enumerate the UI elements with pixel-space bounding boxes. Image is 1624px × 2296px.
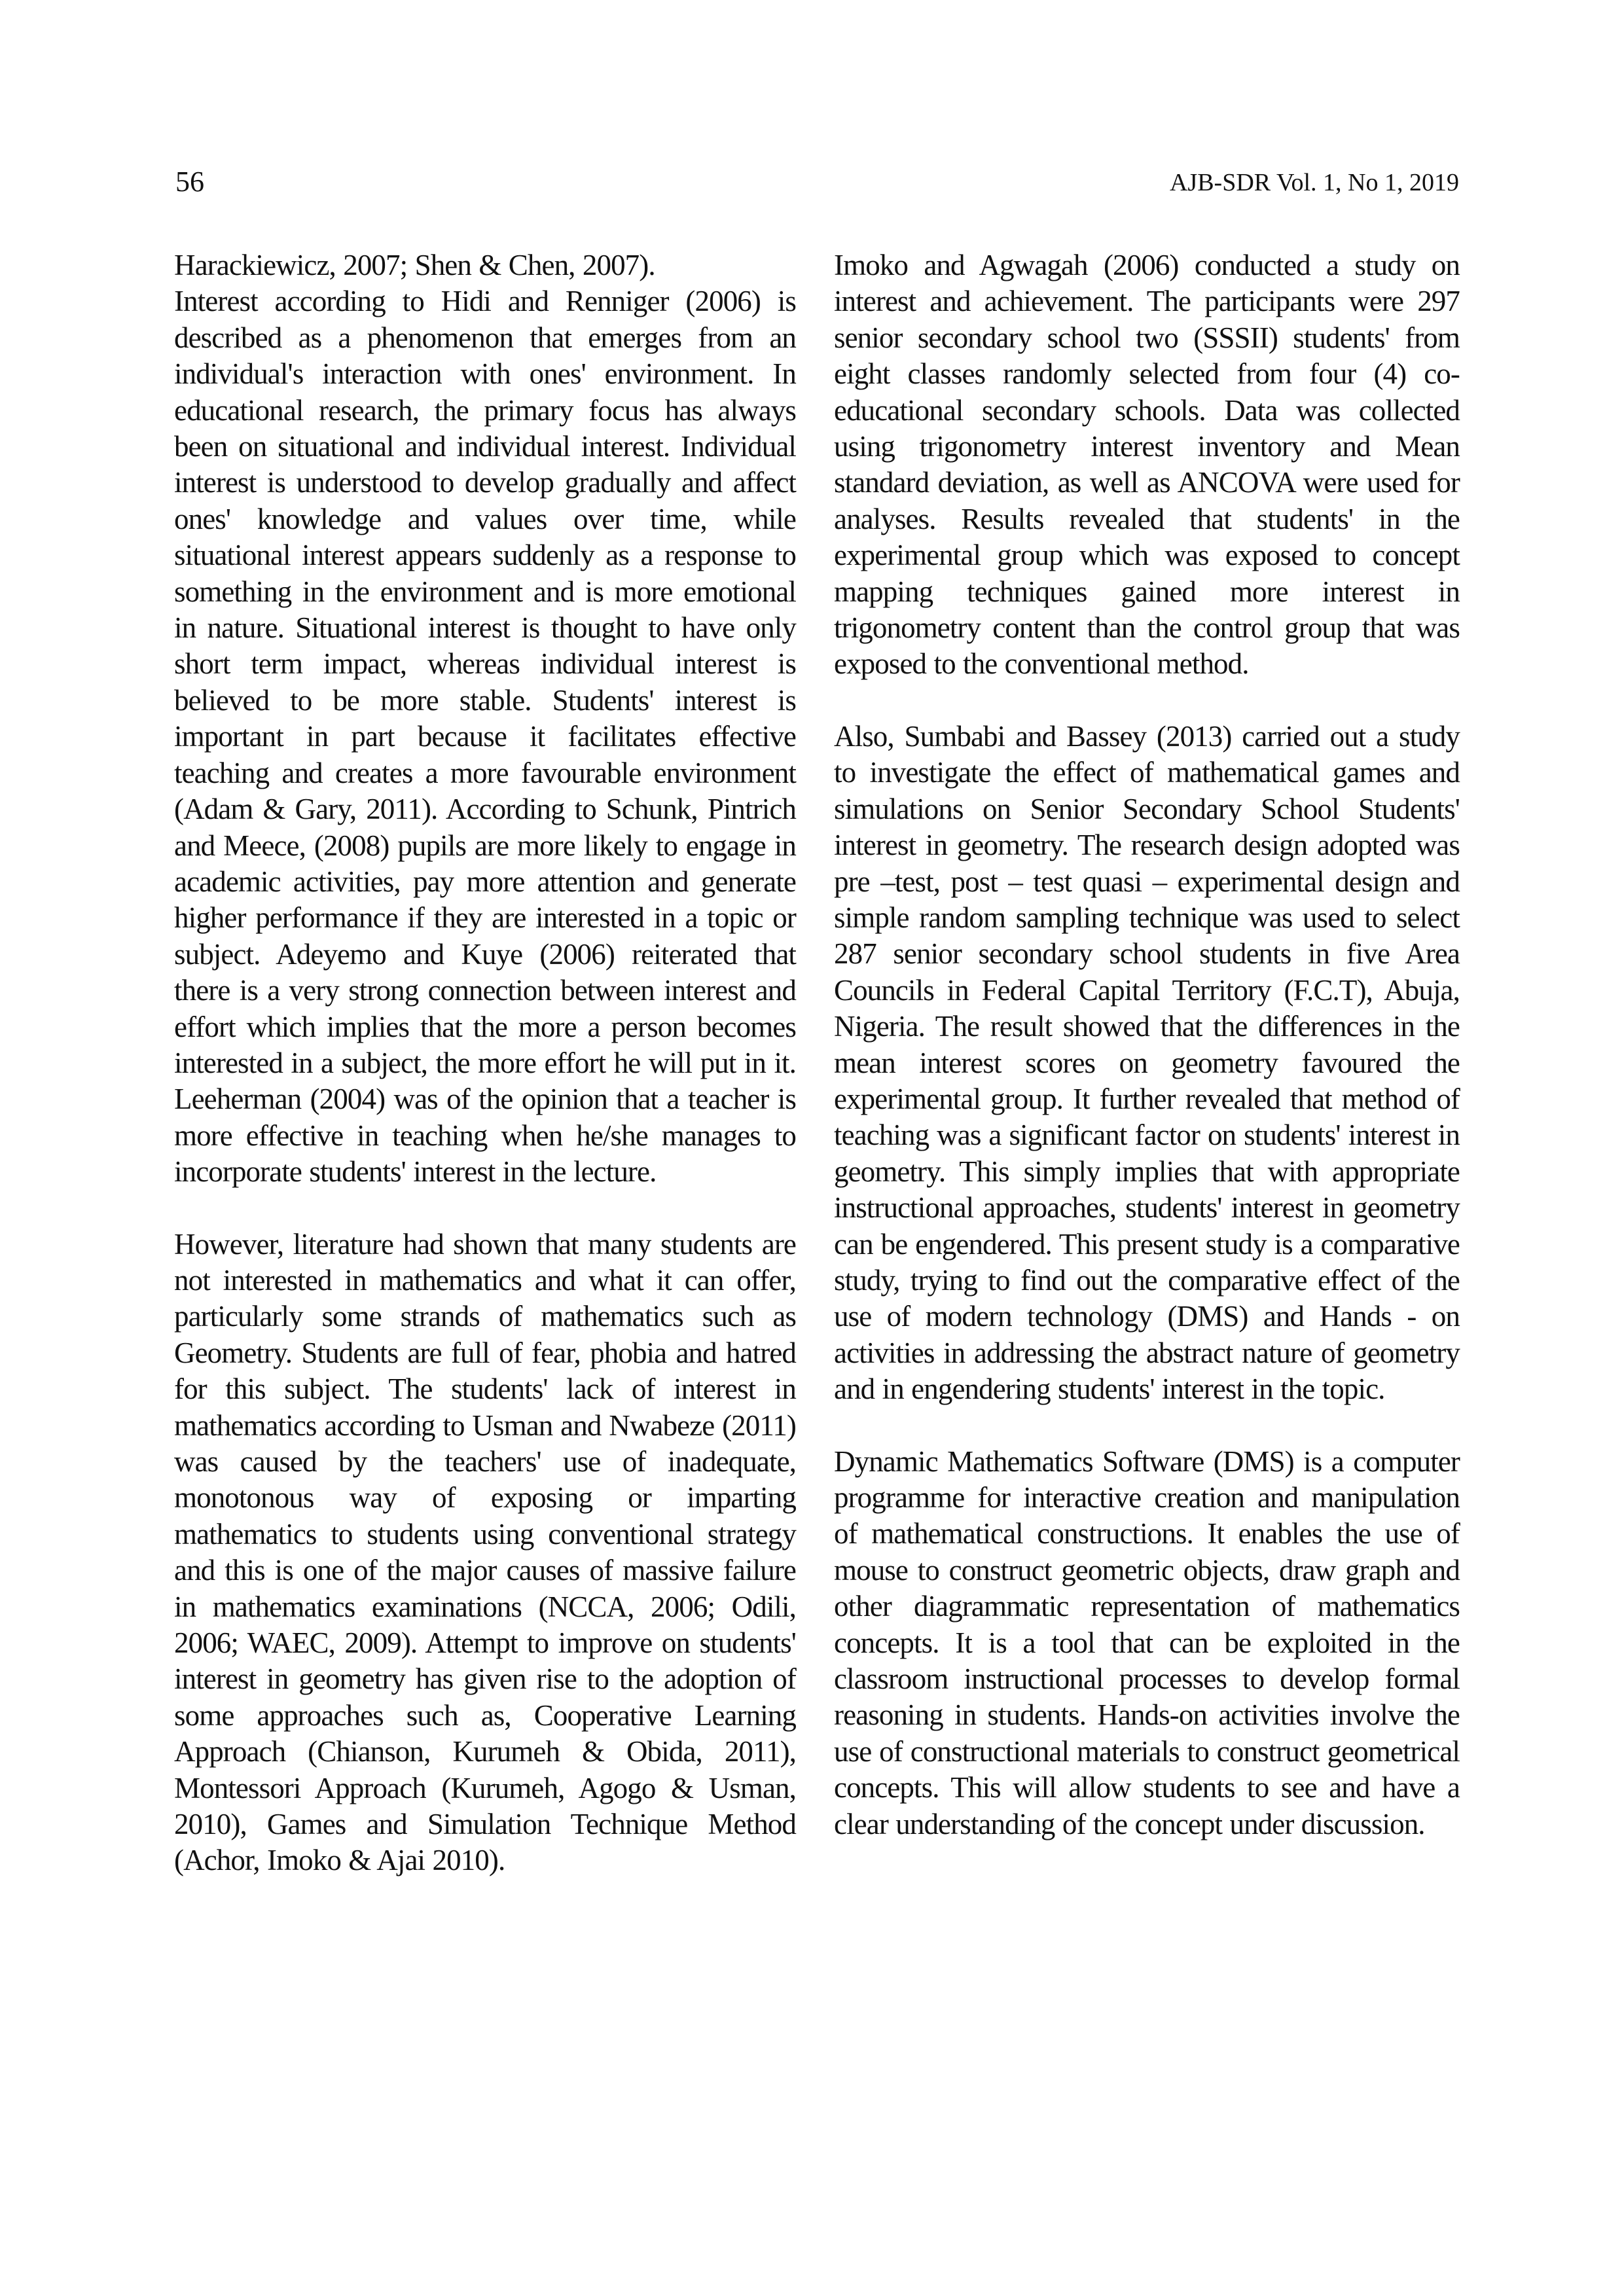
paragraph-imoko-agwagah-study: Imoko and Agwagah (2006) conducted a study on interest and achievement. The participants were 297 senior secondary school two (SSSII) students' from eight classes randomly selected from four (4) co-educational secondary schools. Data was collected using trigonometry interest inventory and Mean standard deviation, as well as ANCOVA were used for analyses. Results revealed that students' in the experimental group which was exposed to concept mapping techniques gained more interest in trigonometry content than the control group that was exposed to the conventional method.	[834, 249, 1460, 681]
paragraph-interest-definition: Interest according to Hidi and Renniger (2006) is described as a phenomenon that emerges from an individual's interaction with ones' environment. In educational research, the primary focus has always been on situational and individual interest. Individual interest is understood to develop gradually and affect ones' knowledge and values over time, while situational interest appears suddenly as a response to something in the environment and is more emotional in nature. Situational interest is thought to have only short term impact, whereas individual interest is believed to be more stable. Students' interest is important in part because it facilitates effective teaching and creates a more favourable environment (Adam & Gary, 2011). According to Schunk, Pintrich and Meece, (2008) pupils are more likely to engage in academic activities, pay more attention and generate higher performance if they are interested in a topic or subject. Adeyemo and Kuye (2006) reiterated that there is a very strong connection between interest and effort which implies that the more a person becomes interested in a subject, the more effort he will put in it. Leeherman (2004) was of the opinion that a teacher is more effective in teaching when he/she manages to incorporate students' interest in the lecture.	[174, 285, 796, 1189]
paragraph-sumbabi-bassey-study: Also, Sumbabi and Bassey (2013) carried out a study to investigate the effect of mathematical games and simulations on Senior Secondary School Students' interest in geometry. The research design adopted was pre –test, post – test quasi – experimental design and simple random sampling technique was used to select 287 senior secondary school students in five Area Councils in Federal Capital Territory (F.C.T), Abuja, Nigeria. The result showed that the differences in the mean interest scores on geometry favoured the experimental group. It further revealed that method of teaching was a significant factor on students' interest in geometry. This simply implies that with appropriate instructional approaches, students' interest in geometry can be engendered. This present study is a comparative study, trying to find out the comparative effect of the use of modern technology (DMS) and Hands - on activities in addressing the abstract nature of geometry and in engendering students' interest in the topic.	[834, 719, 1460, 1406]
paragraph-lack-of-interest: However, literature had shown that many students are not interested in mathematics and what it can offer, particularly some strands of mathematics such as Geometry. Students are full of fear, phobia and hatred for this subject. The students' lack of interest in mathematics according to Usman and Nwabeze (2011) was caused by the teachers' use of inadequate, monotonous way of exposing or imparting mathematics to students using conventional strategy and this is one of the major causes of massive failure in mathematics examinations (NCCA, 2006; Odili, 2006; WAEC, 2009). Attempt to improve on students' interest in geometry has given rise to the adoption of some approaches such as, Cooperative Learning Approach (Chianson, Kurumeh & Obida, 2011), Montessori Approach (Kurumeh, Agogo & Usman, 2010), Games and Simulation Technique Method (Achor, Imoko & Ajai 2010).	[174, 1227, 796, 1877]
paragraph-continued-citation: Harackiewicz, 2007; Shen & Chen, 2007).	[174, 249, 655, 281]
right-column	[834, 247, 1460, 1878]
paragraph-dms-definition: Dynamic Mathematics Software (DMS) is a computer programme for interactive creation and manipulation of mathematical constructions. It enables the use of mouse to construct geometric objects, draw graph and other diagrammatic representation of mathematics concepts. It is a tool that can be exploited in the classroom instructional processes to develop formal reasoning in students. Hands-on activities involve the use of constructional materials to construct geometrical concepts. This will allow students to see and have a clear understanding of the concept under discussion.	[834, 1444, 1460, 1840]
running-head: AJB-SDR Vol. 1, No 1, 2019	[1169, 169, 1459, 196]
left-column	[174, 247, 796, 1915]
page-number: 56	[175, 166, 204, 198]
